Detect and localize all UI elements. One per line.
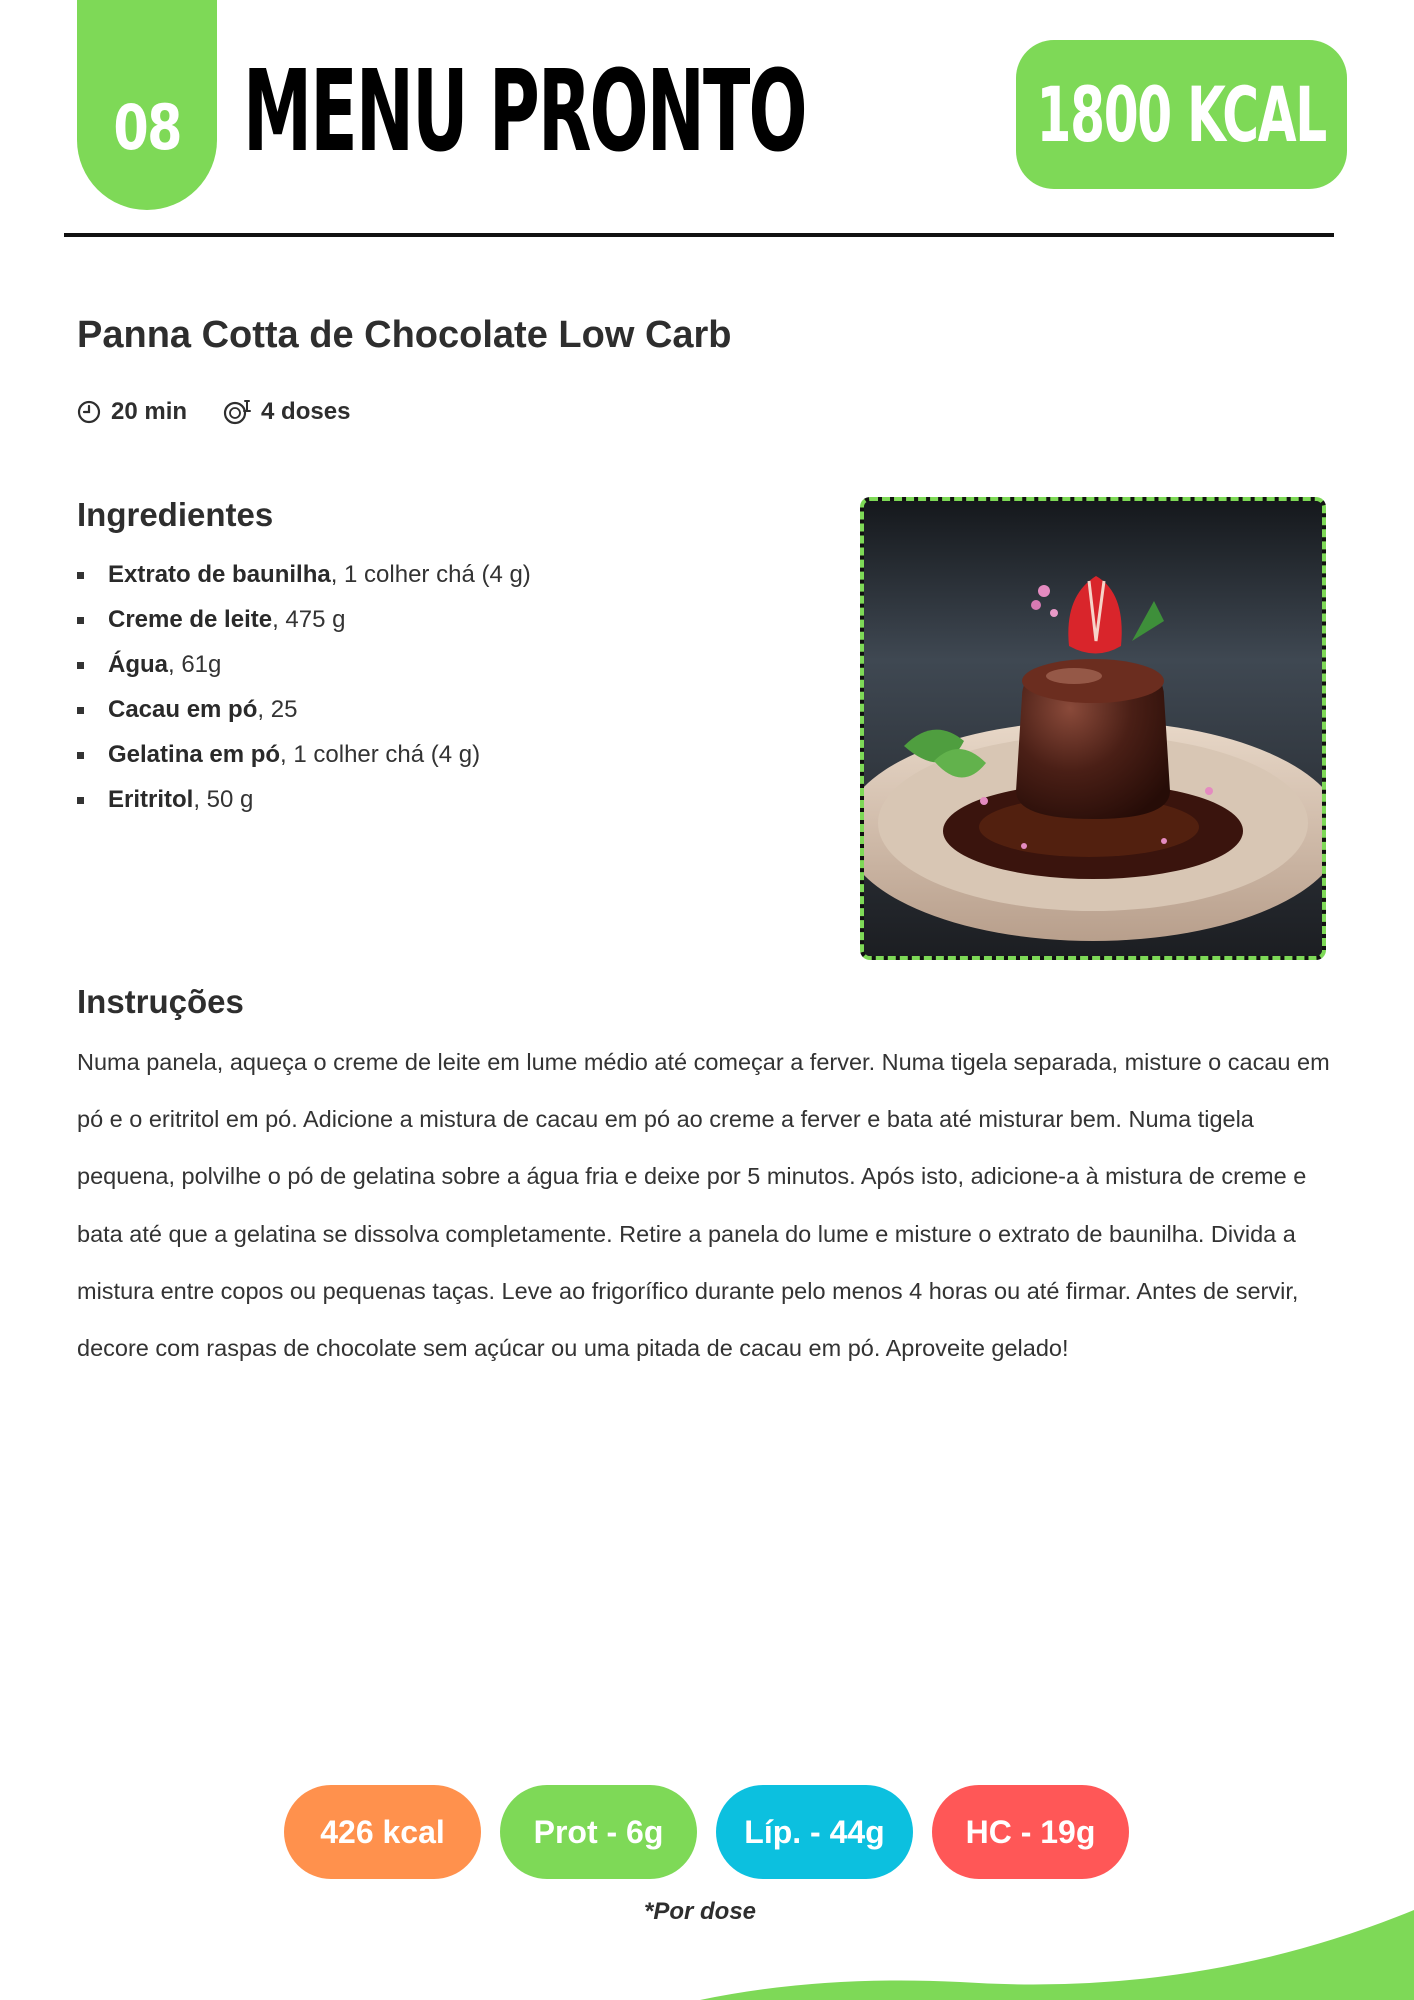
header-divider [64,233,1334,237]
macro-carbs-badge: HC - 19g [932,1785,1129,1879]
page-title: MENU PRONTO [243,47,806,177]
ingredient-item [77,777,837,822]
ingredient-qty: , 1 colher chá (4 g) [280,741,481,768]
prep-time-label: 20 min [111,398,188,425]
ingredient-name: Creme de leite [108,606,273,633]
ingredient-qty: , 61g [168,651,222,678]
macro-kcal-badge: 426 kcal [284,1785,481,1879]
instructions-text: Numa panela, aqueça o creme de leite em lume médio até começar a ferver. Numa tigela separada, misture o cacau em pó e o eritritol em pó. Adicione a mistura de cacau em pó ao creme a ferver e bata até misturar bem. Numa tigela pequena, polvilhe o pó de gelatina sobre a água fria e deixe por 5 minutos. Após isto, adicione-a à mistura de creme e bata até que a gelatina se dissolva completamente. Retire a panela do lume e misture o extrato de baunilha. Divida a mistura entre copos ou pequenas taças. Leve ao frigorífico durante pelo menos 4 horas ou até firmar. Antes de servir, decore com raspas de chocolate sem açúcar ou uma pitada de cacau em pó. Aproveite gelado! [77,1049,1330,1362]
macro-fat-badge: Líp. - 44g [716,1785,913,1879]
ingredient-item [77,642,837,687]
recipe-number: 08 [113,91,181,164]
recipe-title: Panna Cotta de Chocolate Low Carb [77,314,732,356]
plate-icon [223,399,251,425]
servings [223,398,350,426]
ingredient-name: Extrato de baunilha [108,561,331,588]
dessert-illustration [864,501,1322,956]
ingredient-item [77,732,837,777]
ingredients-list [77,552,837,822]
recipe-meta [77,398,386,426]
servings-label: 4 doses [261,398,351,425]
footer-wave [0,1880,1414,2000]
ingredients-heading: Ingredientes [77,496,274,533]
ingredient-qty: , 50 g [193,786,254,813]
recipe-number-tab [77,0,217,210]
ingredient-qty: , 475 g [272,606,346,633]
daily-kcal-badge [1016,40,1347,189]
clock-icon [77,400,101,424]
instructions-heading: Instruções [77,983,244,1020]
ingredient-item [77,597,837,642]
macro-protein-badge: Prot - 6g [500,1785,697,1879]
ingredient-item [77,552,837,597]
ingredient-name: Gelatina em pó [108,741,281,768]
per-serving-footnote: *Por dose [643,1898,757,1925]
ingredient-name: Cacau em pó [108,696,258,723]
daily-kcal-label: 1800 KCAL [1036,70,1327,159]
ingredient-name: Água [108,651,168,678]
ingredient-qty: , 25 [257,696,298,723]
recipe-photo [860,497,1326,960]
macro-badges [284,1785,1148,1879]
ingredient-item [77,687,837,732]
ingredient-qty: , 1 colher chá (4 g) [330,561,531,588]
prep-time [77,398,187,426]
ingredient-name: Eritritol [108,786,194,813]
